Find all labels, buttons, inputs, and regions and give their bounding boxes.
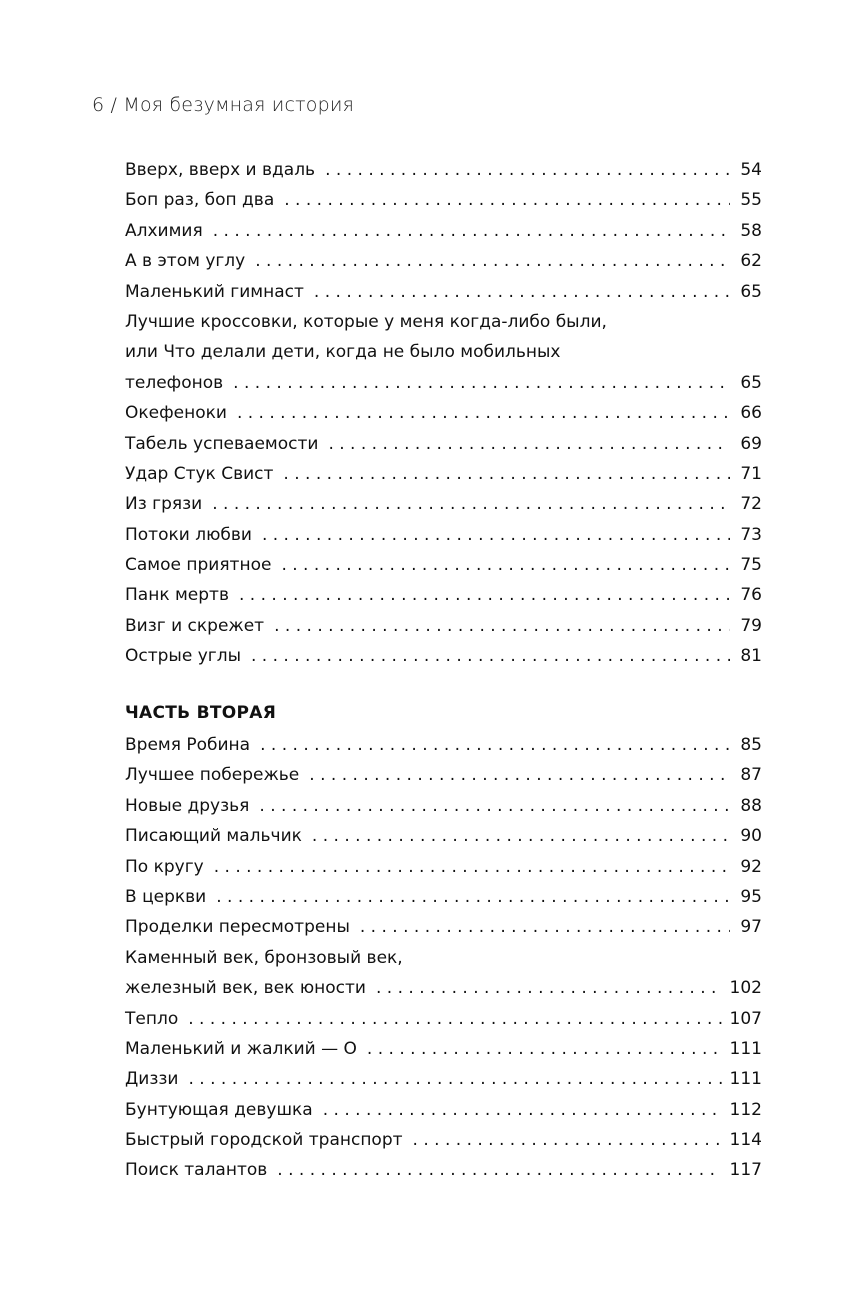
dot-leader — [188, 1004, 721, 1034]
toc-entry[interactable] — [125, 277, 762, 307]
toc-section-one — [125, 155, 762, 672]
toc-entry[interactable] — [125, 155, 762, 185]
part-two-heading: ЧАСТЬ ВТОРАЯ — [125, 703, 277, 723]
dot-leader — [277, 1155, 721, 1185]
toc-entry-title: Проделки пересмотрены — [125, 917, 350, 938]
toc-entry-page-number: 111 — [729, 1038, 762, 1059]
toc-entry-title: Маленький гимнаст — [125, 281, 304, 302]
toc-entry-title: Диззи — [125, 1069, 179, 1090]
toc-entry-lead-line: Каменный век, бронзовый век, — [125, 947, 403, 968]
toc-entry-title: Лучшее побережье — [125, 765, 300, 786]
toc-entry-page-number: 58 — [740, 220, 762, 241]
toc-entry[interactable] — [125, 1004, 762, 1034]
toc-entry-title: Новые друзья — [125, 795, 250, 816]
toc-entry-lead-line: или Что делали дети, когда не было мобильных — [125, 342, 561, 363]
toc-entry-page-number: 54 — [740, 160, 762, 180]
dot-leader — [188, 1064, 721, 1094]
toc-entry-page-number: 55 — [740, 190, 762, 211]
dot-leader — [413, 1125, 722, 1155]
toc-entry-page-number: 114 — [729, 1130, 762, 1151]
toc-entry[interactable] — [125, 821, 762, 851]
dot-leader — [259, 791, 730, 821]
dot-leader — [255, 246, 730, 276]
toc-entry[interactable] — [125, 246, 762, 276]
toc-entry[interactable] — [125, 580, 762, 610]
dot-leader — [281, 550, 730, 580]
toc-entry-title: Окефеноки — [125, 403, 227, 424]
toc-entry-page-number: 107 — [729, 1008, 762, 1029]
dot-leader — [214, 852, 730, 882]
toc-entry[interactable] — [125, 1034, 762, 1064]
toc-entry-page-number: 97 — [740, 917, 762, 938]
dot-leader — [239, 580, 730, 610]
toc-entry-title: Тепло — [125, 1008, 179, 1029]
toc-entry[interactable] — [125, 368, 762, 398]
toc-entry-page-number: 75 — [740, 555, 762, 576]
dot-leader — [312, 821, 730, 851]
dot-leader — [283, 459, 730, 489]
toc-entry-page-number: 81 — [740, 646, 762, 667]
dot-leader — [233, 368, 730, 398]
dot-leader — [360, 912, 730, 942]
toc-entry[interactable] — [125, 912, 762, 942]
toc-entry-title: Боп раз, боп два — [125, 190, 275, 211]
dot-leader — [260, 730, 730, 760]
dot-leader — [323, 1095, 722, 1125]
toc-entry-page-number: 112 — [729, 1099, 762, 1120]
toc-entry-page-number: 117 — [729, 1160, 762, 1181]
toc-entry[interactable] — [125, 1064, 762, 1094]
dot-leader — [284, 185, 730, 215]
toc-entry[interactable] — [125, 882, 762, 912]
toc-entry-title: По кругу — [125, 856, 204, 877]
toc-entry[interactable] — [125, 520, 762, 550]
toc-entry-title: Визг и скрежет — [125, 615, 265, 636]
dot-leader — [328, 429, 730, 459]
toc-entry-title: В церкви — [125, 886, 207, 907]
toc-section-two — [125, 696, 762, 1186]
toc-entry-page-number: 88 — [740, 795, 762, 816]
toc-entry[interactable] — [125, 185, 762, 215]
dot-leader — [309, 760, 730, 790]
toc-entry-page-number: 73 — [740, 524, 762, 545]
dot-leader — [367, 1034, 722, 1064]
toc-entry-page-number: 87 — [740, 765, 762, 786]
dot-leader — [325, 155, 730, 185]
dot-leader — [314, 277, 730, 307]
toc-entry-title: железный век, век юности — [125, 978, 366, 999]
toc-entry[interactable] — [125, 459, 762, 489]
toc-entry-page-number: 69 — [740, 433, 762, 454]
toc-entry-title: Маленький и жалкий — О — [125, 1038, 357, 1059]
toc-entry-page-number: 90 — [740, 826, 762, 847]
toc-entry-title: Панк мертв — [125, 585, 229, 606]
toc-entry[interactable] — [125, 730, 762, 760]
toc-entry-page-number: 76 — [740, 585, 762, 606]
dot-leader — [251, 641, 730, 671]
toc-entry-title: Потоки любви — [125, 524, 252, 545]
toc-entry-title: Вверх, вверх и вдаль — [125, 160, 316, 180]
toc-entry[interactable] — [125, 852, 762, 882]
toc-entry[interactable] — [125, 760, 762, 790]
toc-entry-title: Время Робина — [125, 735, 251, 755]
toc-entry-title: Удар Стук Свист — [125, 463, 274, 484]
toc-entry-title: Быстрый городской транспорт — [125, 1130, 403, 1151]
toc-entry-title: Поиск талантов — [125, 1160, 268, 1181]
dot-leader — [213, 216, 730, 246]
toc-entry-page-number: 95 — [740, 886, 762, 907]
toc-entry-title: телефонов — [125, 372, 224, 393]
toc-entry-page-number: 92 — [740, 856, 762, 877]
toc-entry[interactable] — [125, 489, 762, 519]
toc-entry-page-number: 66 — [740, 403, 762, 424]
toc-entry[interactable] — [125, 1125, 762, 1155]
toc-entry-title: Табель успеваемости — [125, 433, 319, 454]
toc-entry[interactable] — [125, 429, 762, 459]
toc-entry-title: Острые углы — [125, 646, 241, 667]
toc-entry-page-number: 65 — [740, 372, 762, 393]
dot-leader — [274, 611, 730, 641]
toc-entry[interactable] — [125, 1155, 762, 1185]
dot-leader — [216, 882, 730, 912]
dot-leader — [212, 489, 730, 519]
toc-entry[interactable] — [125, 216, 762, 246]
toc-entry-title: Бунтующая девушка — [125, 1099, 313, 1120]
toc-entry-page-number: 79 — [740, 615, 762, 636]
toc-entry-title: Писающий мальчик — [125, 826, 302, 847]
dot-leader — [376, 973, 722, 1003]
toc-entry[interactable] — [125, 1095, 762, 1125]
toc-entry[interactable] — [125, 641, 762, 671]
toc-entry-page-number: 111 — [729, 1069, 762, 1090]
toc-entry-title: Из грязи — [125, 494, 203, 515]
toc-entry-title: Самое приятное — [125, 555, 272, 576]
toc-entry[interactable] — [125, 611, 762, 641]
toc-entry[interactable] — [125, 791, 762, 821]
dot-leader — [237, 398, 730, 428]
toc-entry-page-number: 102 — [729, 978, 762, 999]
dot-leader — [262, 520, 730, 550]
toc-entry[interactable] — [125, 550, 762, 580]
toc-entry-title: Алхимия — [125, 220, 203, 241]
toc-entry-lead-line: Лучшие кроссовки, которые у меня когда-либо были, — [125, 311, 607, 332]
toc-entry-page-number: 65 — [740, 281, 762, 302]
toc-entry-page-number: 71 — [740, 463, 762, 484]
toc-entry-page-number: 85 — [740, 735, 762, 755]
toc-entry[interactable] — [125, 973, 762, 1003]
toc-entry-page-number: 62 — [740, 251, 762, 272]
running-head: 6 / Моя безумная история — [92, 94, 355, 116]
toc-entry-page-number: 72 — [740, 494, 762, 515]
toc-entry-title: А в этом углу — [125, 251, 246, 272]
toc-entry[interactable] — [125, 398, 762, 428]
